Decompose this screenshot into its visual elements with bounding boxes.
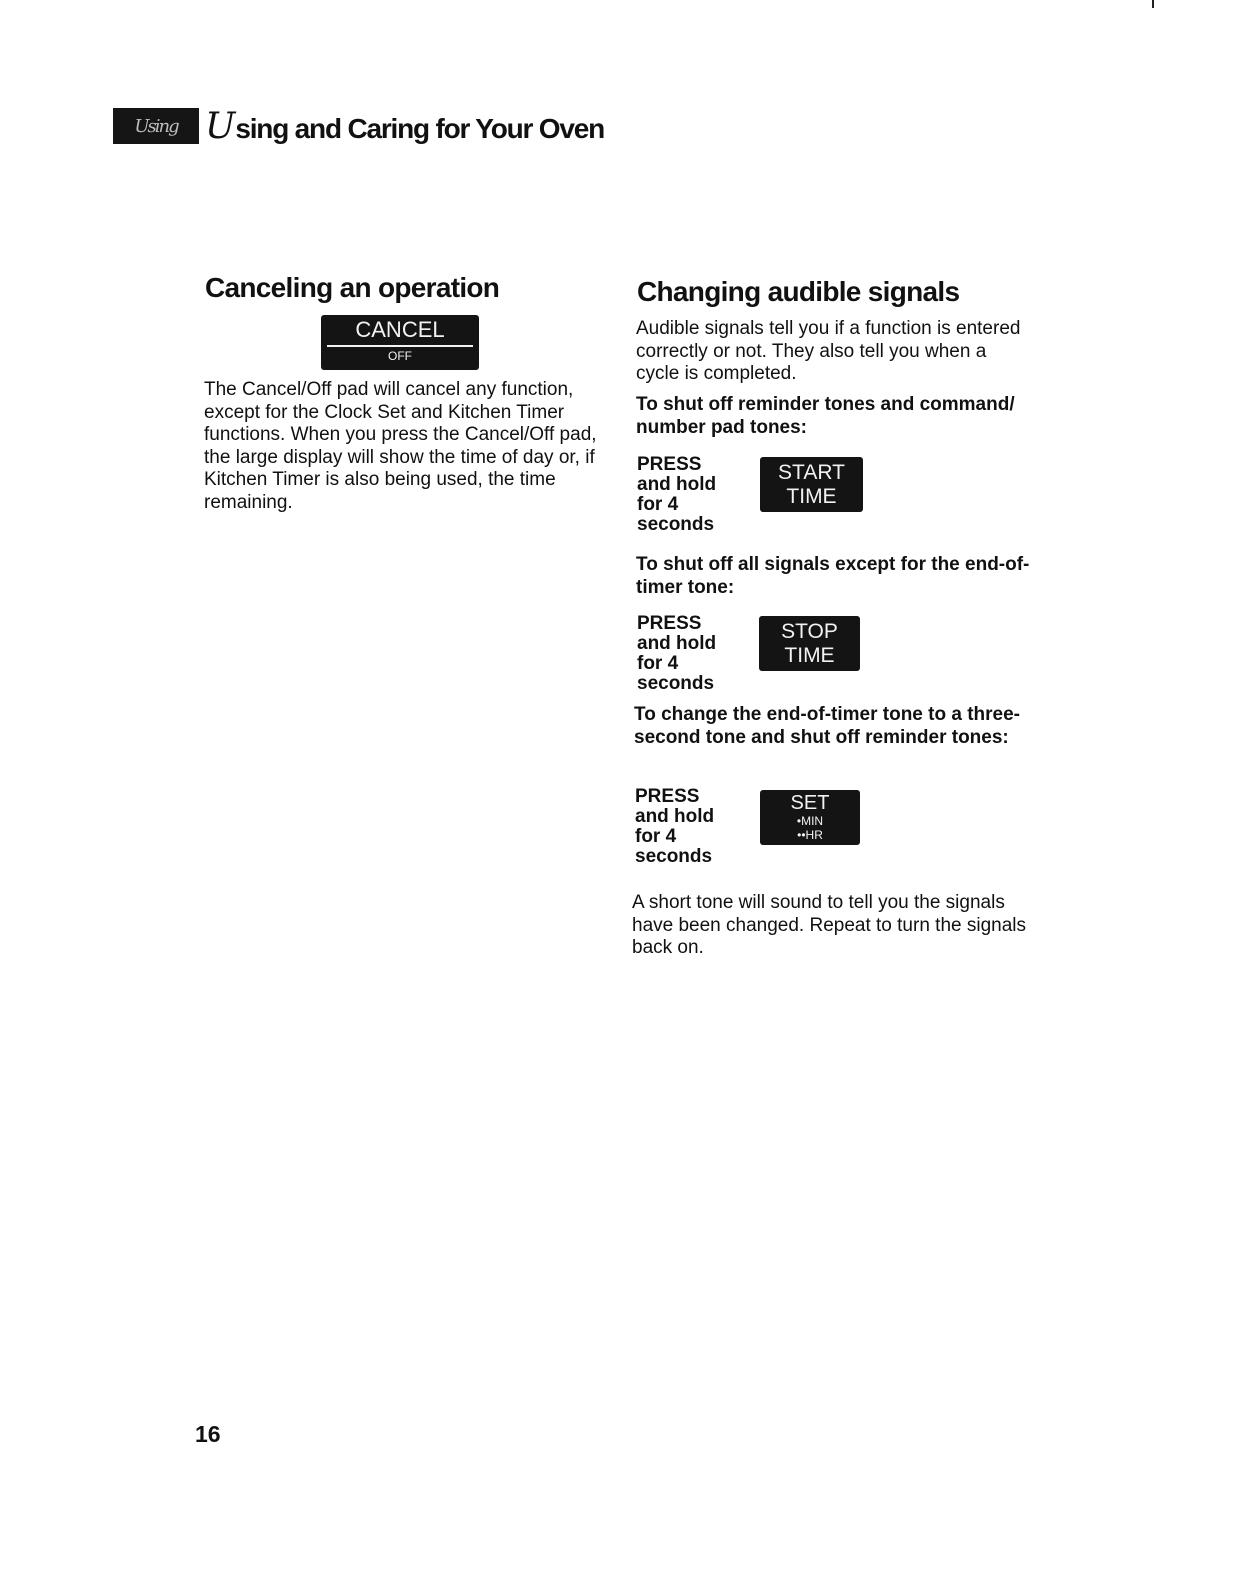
cancel-pad-divider: [327, 345, 473, 347]
step2-title: To shut off all signals except for the end-of-timer tone:: [636, 554, 1030, 598]
off-pad-label: OFF: [388, 349, 412, 363]
step1-title: To shut off reminder tones and command/ number pad tones:: [636, 394, 1015, 438]
header-script-logo: Using: [113, 108, 199, 144]
for-4-word: for 4: [637, 494, 679, 515]
press-word: PRESS: [637, 454, 702, 475]
step2-instruction: [637, 614, 716, 694]
header-title-rest: sing and Caring for Your Oven: [235, 112, 605, 144]
canceling-body: The Cancel/Off pad will cancel any function, except for the Clock Set and Kitchen Timer functions. When you press the Cancel/Off pad, the large display will show the time of day or, if Kitchen Timer is also being used, the time remaining.: [204, 379, 597, 513]
for-4-word: for 4: [637, 653, 679, 674]
seconds-word: seconds: [637, 514, 715, 535]
and-hold-word: and hold: [635, 806, 715, 827]
seconds-word: seconds: [637, 673, 715, 694]
stop-time-pad: [759, 616, 860, 671]
audible-intro: Audible signals tell you if a function is entered correctly or not. They also tell you when a cycle is completed.: [636, 318, 1021, 384]
section-header: [113, 104, 604, 148]
set-min-hr-pad: [760, 790, 860, 845]
start-time-pad: [760, 457, 863, 512]
cancel-off-pad: [321, 315, 479, 370]
and-hold-word: and hold: [637, 633, 717, 654]
time-pad-label: TIME: [786, 485, 837, 508]
audible-signals-heading: Changing audible signals: [637, 276, 960, 307]
start-pad-label: START: [778, 461, 845, 484]
step1-instruction: [637, 455, 716, 535]
page-edge-mark: [1152, 0, 1154, 8]
header-title: [205, 106, 604, 147]
stop-pad-label: STOP: [781, 620, 838, 643]
page-number: 16: [195, 1421, 221, 1447]
for-4-word: for 4: [635, 826, 677, 847]
time-pad-label: TIME: [784, 644, 835, 667]
hr-pad-label: ••HR: [797, 828, 823, 842]
signals-footer: A short tone will sound to tell you the signals have been changed. Repeat to turn the signals back on.: [632, 892, 1027, 958]
cancel-pad-label: CANCEL: [355, 317, 445, 342]
set-pad-label: SET: [790, 792, 830, 814]
canceling-heading: Canceling an operation: [205, 272, 500, 303]
step3-title: To change the end-of-timer tone to a three-second tone and shut off reminder tones:: [634, 704, 1020, 748]
min-pad-label: •MIN: [796, 814, 824, 828]
step3-instruction: [635, 787, 714, 867]
and-hold-word: and hold: [637, 474, 717, 495]
header-title-initial: U: [205, 105, 236, 147]
press-word: PRESS: [635, 786, 700, 807]
press-word: PRESS: [637, 613, 702, 634]
seconds-word: seconds: [635, 846, 713, 867]
